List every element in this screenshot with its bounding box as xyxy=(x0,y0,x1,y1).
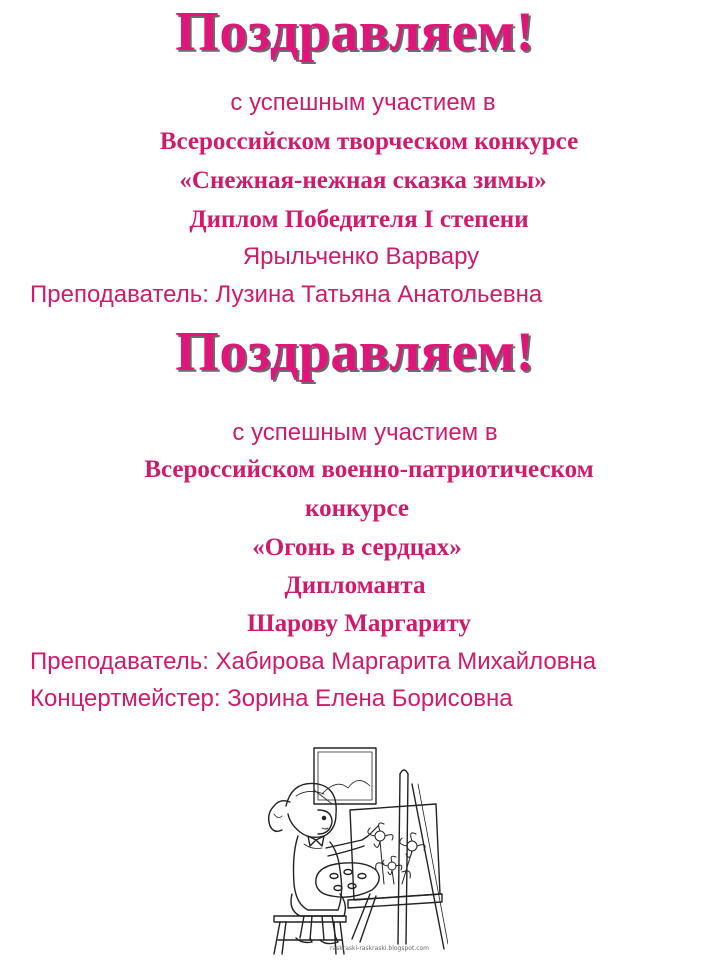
student-name-1: Ярыльченко Варвару xyxy=(242,243,480,270)
congratulations-heading-1: Поздравляем! xyxy=(175,1,535,63)
participation-text-2: с успешным участием в xyxy=(232,419,498,446)
award-2: Дипломанта xyxy=(284,572,426,599)
window-frame xyxy=(314,748,376,804)
accompanist-2: Концертмейстер: Зорина Елена Борисовна xyxy=(30,685,513,712)
congratulations-heading-2: Поздравляем! xyxy=(175,321,535,383)
girl-painting-illustration xyxy=(252,744,448,956)
teacher-2: Преподаватель: Хабирова Маргарита Михайловна xyxy=(30,648,597,675)
easel xyxy=(348,770,448,949)
girl xyxy=(269,783,380,943)
contest-title-2-line2: конкурсе xyxy=(305,495,409,522)
contest-name-2: «Огонь в сердцах» xyxy=(252,534,462,561)
contest-title-1: Всероссийском творческом конкурсе xyxy=(159,128,579,155)
award-1: Диплом Победителя I степени xyxy=(189,206,529,233)
teacher-1: Преподаватель: Лузина Татьяна Анатольевна xyxy=(30,281,543,308)
contest-name-1: «Снежная-нежная сказка зимы» xyxy=(179,167,547,194)
participation-text-1: с успешным участием в xyxy=(230,89,496,116)
image-credit: raskraski-raskraski.blogspot.com xyxy=(330,945,430,952)
contest-title-2-line1: Всероссийском военно-патриотическом xyxy=(144,456,594,483)
student-name-2: Шарову Маргариту xyxy=(247,610,471,637)
